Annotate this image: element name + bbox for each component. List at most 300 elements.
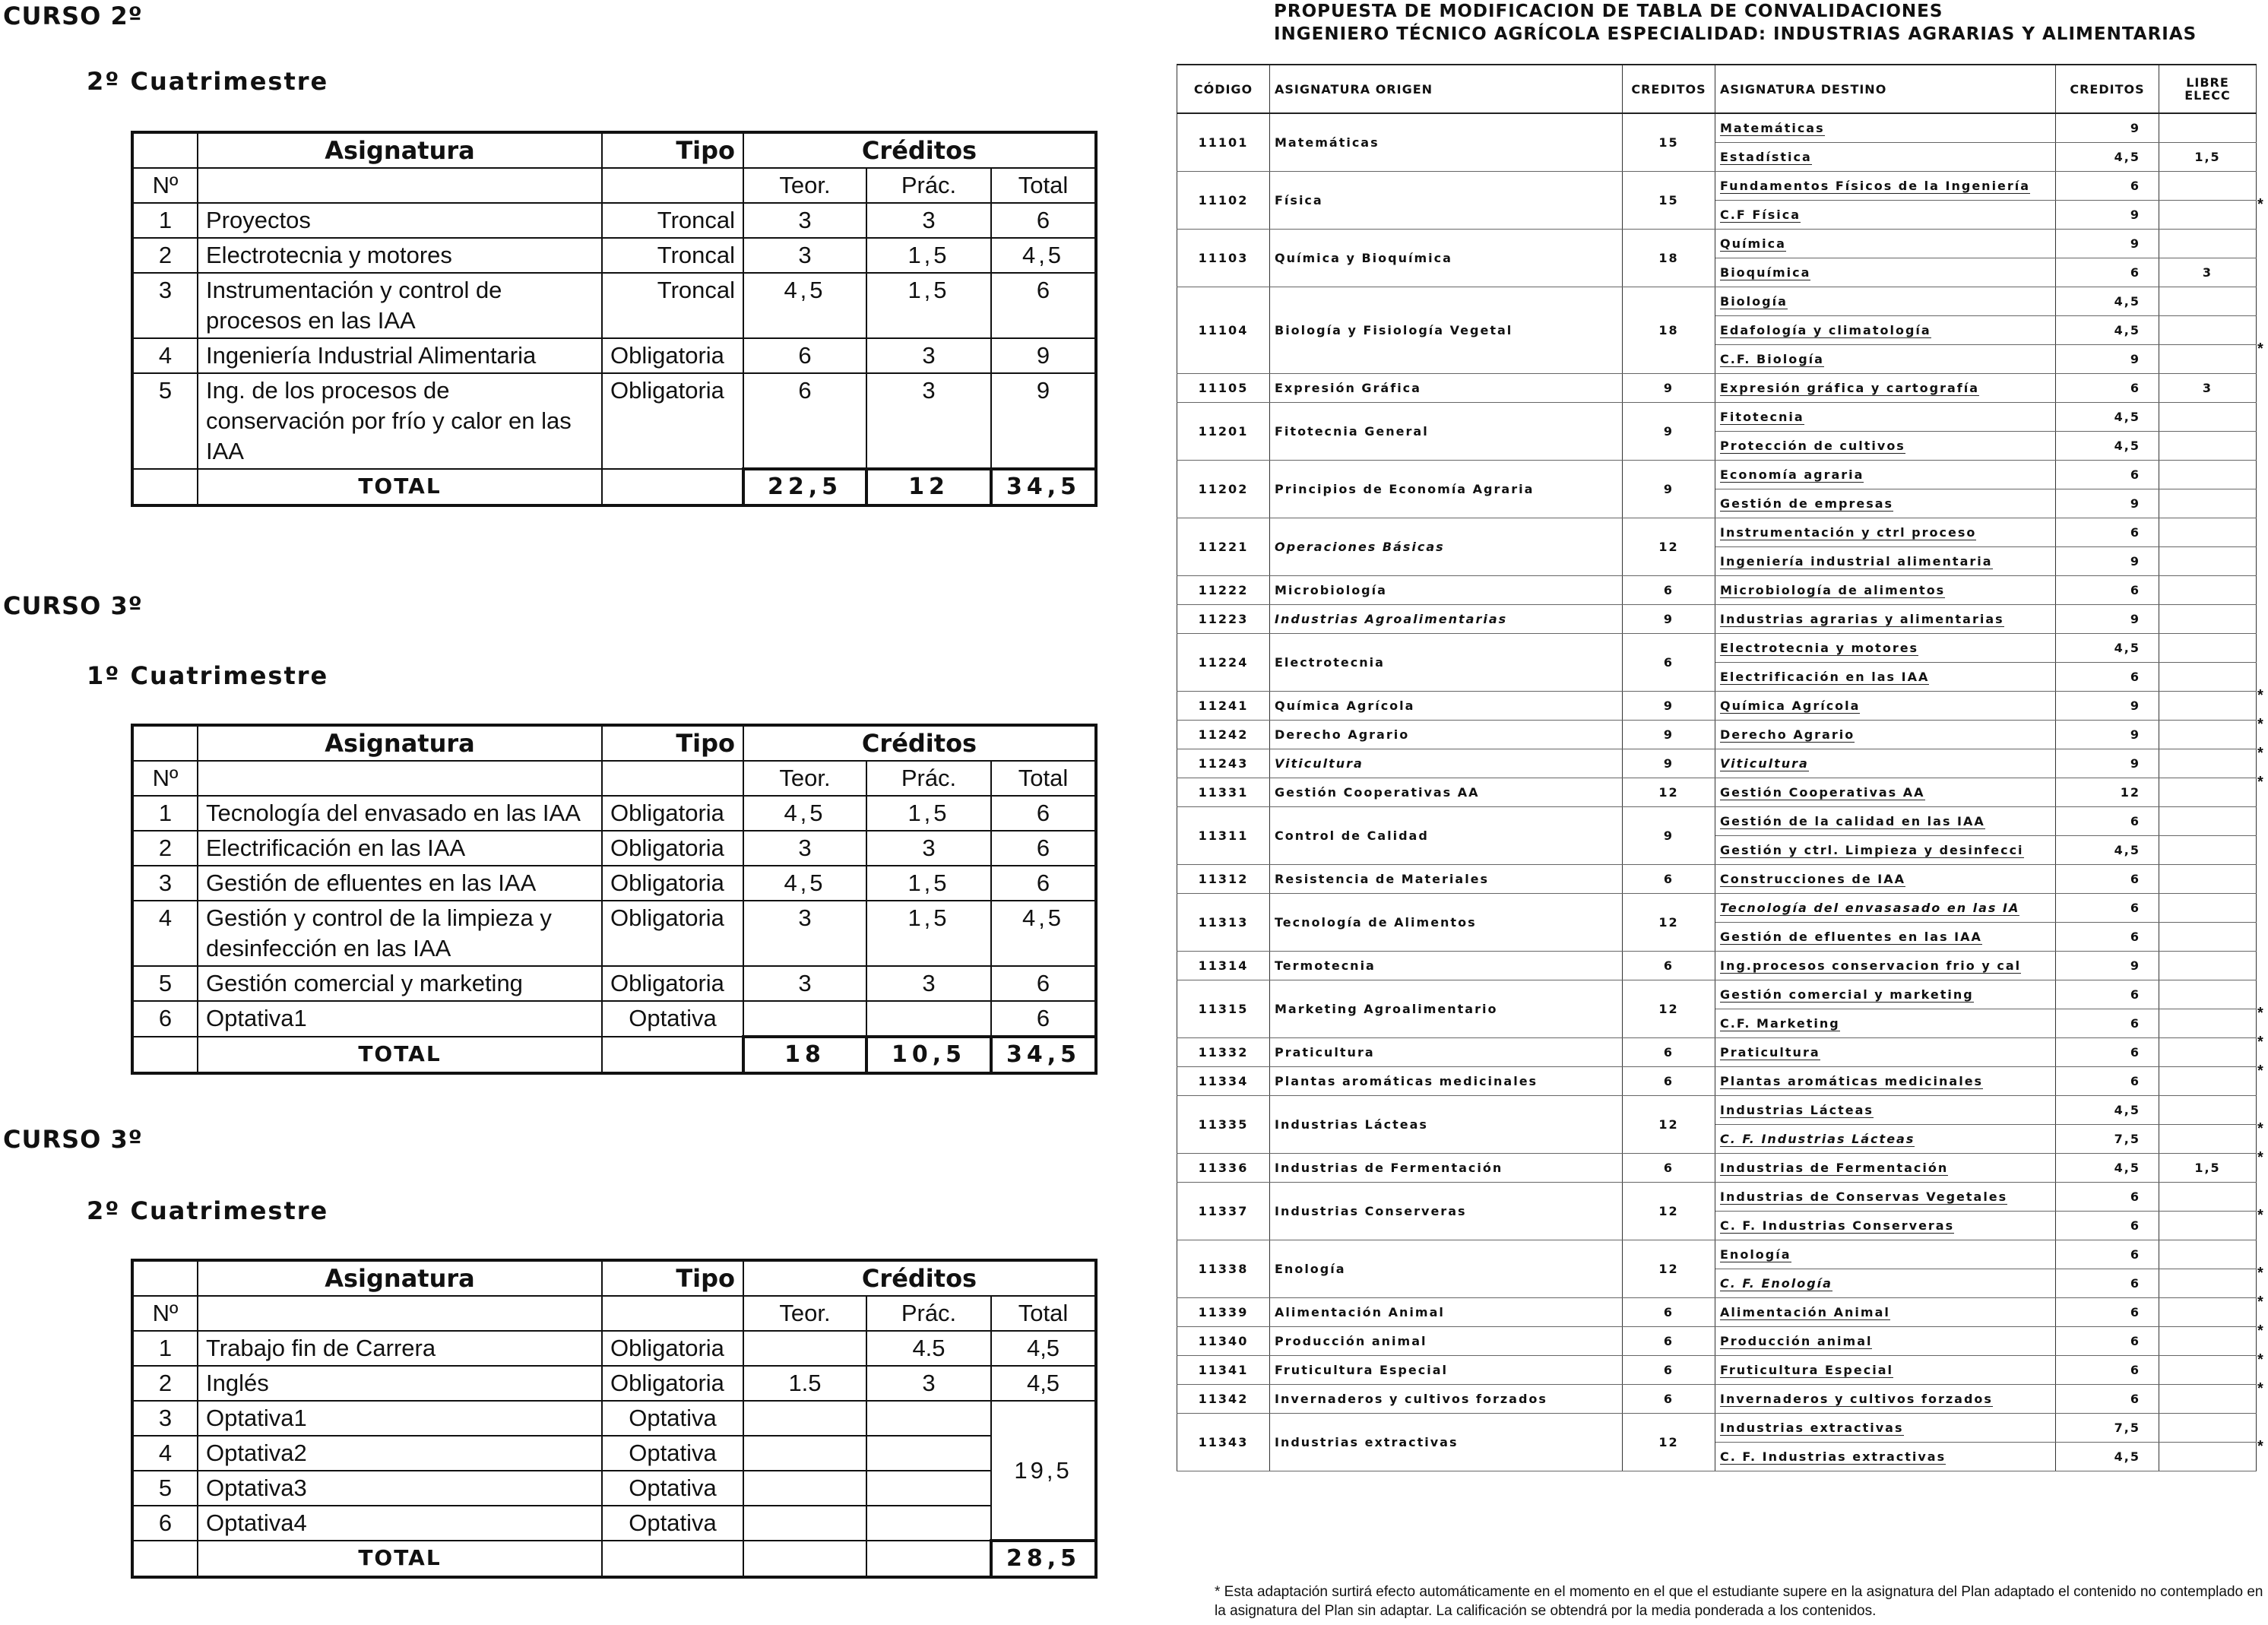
- creditos-destino-cell: 9: [2056, 547, 2159, 576]
- libre-eleccion-cell: [2159, 461, 2257, 489]
- creditos-destino-cell: 4,5: [2056, 316, 2159, 345]
- total-row: [132, 469, 1096, 505]
- convalidation-row: [1177, 172, 2257, 201]
- creditos-origen-cell: 12: [1623, 894, 1715, 952]
- convalidation-row: [1177, 1183, 2257, 1212]
- creditos-origen-cell: 6: [1623, 1298, 1715, 1327]
- creditos-destino-cell: 9: [2056, 952, 2159, 980]
- libre-eleccion-cell: [2159, 865, 2257, 894]
- origen-cell: Control de Calidad: [1270, 807, 1623, 865]
- origen-cell: Expresión Gráfica: [1270, 374, 1623, 403]
- header-total: Total: [991, 761, 1096, 796]
- destino-cell: Fitotecnia: [1715, 403, 2056, 432]
- optativas-total: 19,5: [991, 1401, 1096, 1541]
- star-marker: *: [2257, 340, 2263, 357]
- total-prac: 10,5: [866, 1037, 991, 1073]
- destino-cell: Bioquímica: [1715, 258, 2056, 287]
- libre-eleccion-cell: [2159, 1096, 2257, 1125]
- total-label: TOTAL: [198, 1037, 602, 1073]
- creditos-origen-cell: 9: [1623, 692, 1715, 721]
- convalidation-row: [1177, 980, 2257, 1009]
- table-row: 1 Tecnología del envasado en las IAA Obligatoria 4,5 1,5 6: [132, 796, 1096, 831]
- convalidation-table: [1177, 64, 2257, 1471]
- table-row: 3 Gestión de efluentes en las IAA Obligatoria 4,5 1,5 6: [132, 866, 1096, 901]
- creditos-destino-cell: 4,5: [2056, 403, 2159, 432]
- creditos-destino-cell: 6: [2056, 923, 2159, 952]
- convalidation-row: [1177, 113, 2257, 143]
- destino-cell: Alimentación Animal: [1715, 1298, 2056, 1327]
- header-prac: Prác.: [866, 1296, 991, 1331]
- header-teor: Teor.: [743, 761, 866, 796]
- creditos-destino-cell: 7,5: [2056, 1125, 2159, 1154]
- codigo-cell: 11223: [1177, 605, 1270, 634]
- destino-cell: Gestión comercial y marketing: [1715, 980, 2056, 1009]
- convalidation-row: [1177, 576, 2257, 605]
- creditos-destino-cell: 6: [2056, 576, 2159, 605]
- header-prac: Prác.: [866, 761, 991, 796]
- total-prac: 12: [866, 469, 991, 505]
- convalidation-row: [1177, 778, 2257, 807]
- libre-eleccion-cell: [2159, 1385, 2257, 1414]
- destino-cell: Electrotecnia y motores: [1715, 634, 2056, 663]
- libre-eleccion-cell: [2159, 692, 2257, 721]
- libre-eleccion-cell: [2159, 807, 2257, 836]
- origen-cell: Enología: [1270, 1240, 1623, 1298]
- star-marker: *: [2257, 1264, 2263, 1281]
- creditos-destino-cell: 9: [2056, 692, 2159, 721]
- header-creditos-origen: CREDITOS: [1623, 65, 1715, 113]
- table-row: 4 Optativa2 Optativa: [132, 1436, 1096, 1471]
- header-tipo: Tipo: [602, 132, 743, 168]
- creditos-origen-cell: 9: [1623, 374, 1715, 403]
- libre-eleccion-cell: [2159, 663, 2257, 692]
- table-row: 5 Ing. de los procesos de conservación por frío y calor en las IAA Obligatoria 6 3 9: [132, 373, 1096, 469]
- table-row: 4 Gestión y control de la limpieza y desinfección en las IAA Obligatoria 3 1,5 4,5: [132, 901, 1096, 966]
- creditos-origen-cell: 15: [1623, 172, 1715, 230]
- destino-cell: Industrias agrarias y alimentarias: [1715, 605, 2056, 634]
- creditos-origen-cell: 6: [1623, 1038, 1715, 1067]
- convalidation-row: [1177, 287, 2257, 316]
- libre-eleccion-cell: [2159, 634, 2257, 663]
- libre-eleccion-cell: [2159, 201, 2257, 230]
- destino-cell: Economía agraria: [1715, 461, 2056, 489]
- codigo-cell: 11222: [1177, 576, 1270, 605]
- destino-cell: Gestión de empresas: [1715, 489, 2056, 518]
- creditos-origen-cell: 12: [1623, 980, 1715, 1038]
- origen-cell: Microbiología: [1270, 576, 1623, 605]
- convalidation-row: [1177, 865, 2257, 894]
- star-marker: *: [2257, 195, 2263, 213]
- origen-cell: Industrias de Fermentación: [1270, 1154, 1623, 1183]
- codigo-cell: 11337: [1177, 1183, 1270, 1240]
- libre-eleccion-cell: [2159, 287, 2257, 316]
- destino-cell: Gestión de la calidad en las IAA: [1715, 807, 2056, 836]
- libre-eleccion-cell: 1,5: [2159, 1154, 2257, 1183]
- convalidation-row: [1177, 749, 2257, 778]
- destino-cell: Edafología y climatología: [1715, 316, 2056, 345]
- creditos-destino-cell: 4,5: [2056, 836, 2159, 865]
- convalidation-row: [1177, 1096, 2257, 1125]
- creditos-origen-cell: 6: [1623, 865, 1715, 894]
- creditos-destino-cell: 6: [2056, 1212, 2159, 1240]
- libre-eleccion-cell: [2159, 345, 2257, 374]
- libre-eleccion-cell: [2159, 778, 2257, 807]
- origen-cell: Biología y Fisiología Vegetal: [1270, 287, 1623, 374]
- origen-cell: Fitotecnia General: [1270, 403, 1623, 461]
- convalidation-row: [1177, 1038, 2257, 1067]
- codigo-cell: 11101: [1177, 113, 1270, 172]
- libre-eleccion-cell: [2159, 1067, 2257, 1096]
- creditos-destino-cell: 9: [2056, 605, 2159, 634]
- creditos-destino-cell: 9: [2056, 230, 2159, 258]
- creditos-destino-cell: 6: [2056, 172, 2159, 201]
- libre-eleccion-cell: 1,5: [2159, 143, 2257, 172]
- origen-cell: Alimentación Animal: [1270, 1298, 1623, 1327]
- footnote: * Esta adaptación surtirá efecto automáticamente en el momento en el que el estudiante supere en la asignatura del Plan adaptado el contenido no contemplado en la asignatura del Plan sin adaptar. La calificación se obtendrá por la media ponderada a los contenidos.: [1215, 1584, 2263, 1619]
- creditos-destino-cell: 6: [2056, 1269, 2159, 1298]
- codigo-cell: 11102: [1177, 172, 1270, 230]
- creditos-destino-cell: 6: [2056, 894, 2159, 923]
- libre-eleccion-cell: 3: [2159, 374, 2257, 403]
- origen-cell: Invernaderos y cultivos forzados: [1270, 1385, 1623, 1414]
- creditos-origen-cell: 6: [1623, 1067, 1715, 1096]
- codigo-cell: 11311: [1177, 807, 1270, 865]
- header-prac: Prác.: [866, 168, 991, 203]
- libre-eleccion-cell: 3: [2159, 258, 2257, 287]
- codigo-cell: 11241: [1177, 692, 1270, 721]
- codigo-cell: 11201: [1177, 403, 1270, 461]
- convalidation-row: [1177, 1298, 2257, 1327]
- destino-cell: C.F. Marketing: [1715, 1009, 2056, 1038]
- table-row: 1 Trabajo fin de Carrera Obligatoria 4.5 4,5: [132, 1331, 1096, 1366]
- total-total: 28,5: [991, 1541, 1096, 1577]
- codigo-cell: 11342: [1177, 1385, 1270, 1414]
- destino-cell: Matemáticas: [1715, 113, 2056, 143]
- libre-eleccion-cell: [2159, 1356, 2257, 1385]
- destino-cell: Invernaderos y cultivos forzados: [1715, 1385, 2056, 1414]
- document-title: PROPUESTA DE MODIFICACION DE TABLA DE CONVALIDACIONES: [1274, 2, 1943, 21]
- destino-cell: Química Agrícola: [1715, 692, 2056, 721]
- creditos-origen-cell: 6: [1623, 1385, 1715, 1414]
- creditos-destino-cell: 6: [2056, 1356, 2159, 1385]
- libre-eleccion-cell: [2159, 749, 2257, 778]
- total-total: 34,5: [991, 1037, 1096, 1073]
- codigo-cell: 11104: [1177, 287, 1270, 374]
- destino-cell: C.F. Biología: [1715, 345, 2056, 374]
- star-marker: *: [2257, 1351, 2263, 1368]
- creditos-origen-cell: 15: [1623, 113, 1715, 172]
- libre-eleccion-cell: [2159, 1327, 2257, 1356]
- table-row: 6 Optativa1 Optativa 6: [132, 1001, 1096, 1037]
- codigo-cell: 11335: [1177, 1096, 1270, 1154]
- origen-cell: Química y Bioquímica: [1270, 230, 1623, 287]
- creditos-destino-cell: 6: [2056, 865, 2159, 894]
- creditos-origen-cell: 9: [1623, 403, 1715, 461]
- creditos-destino-cell: 6: [2056, 518, 2159, 547]
- origen-cell: Fruticultura Especial: [1270, 1356, 1623, 1385]
- creditos-destino-cell: 6: [2056, 374, 2159, 403]
- origen-cell: Viticultura: [1270, 749, 1623, 778]
- header-libre-eleccion: LIBRE ELECC: [2159, 65, 2257, 113]
- total-row: [132, 1037, 1096, 1073]
- codigo-cell: 11313: [1177, 894, 1270, 952]
- table-row: 4 Ingeniería Industrial Alimentaria Obligatoria 6 3 9: [132, 338, 1096, 373]
- libre-eleccion-cell: [2159, 1038, 2257, 1067]
- codigo-cell: 11312: [1177, 865, 1270, 894]
- codigo-cell: 11105: [1177, 374, 1270, 403]
- header-creditos: Créditos: [743, 725, 1096, 761]
- curso-heading: CURSO 2º: [3, 2, 143, 30]
- destino-cell: Derecho Agrario: [1715, 721, 2056, 749]
- course-table: [131, 131, 1098, 507]
- header-teor: Teor.: [743, 1296, 866, 1331]
- creditos-origen-cell: 12: [1623, 518, 1715, 576]
- libre-eleccion-cell: [2159, 489, 2257, 518]
- destino-cell: Ingeniería industrial alimentaria: [1715, 547, 2056, 576]
- header-tipo: Tipo: [602, 725, 743, 761]
- creditos-destino-cell: 9: [2056, 749, 2159, 778]
- creditos-destino-cell: 6: [2056, 1298, 2159, 1327]
- table-row: 3 Instrumentación y control de procesos en las IAA Troncal 4,5 1,5 6: [132, 273, 1096, 338]
- header-total: Total: [991, 168, 1096, 203]
- origen-cell: Marketing Agroalimentario: [1270, 980, 1623, 1038]
- creditos-destino-cell: 12: [2056, 778, 2159, 807]
- libre-eleccion-cell: [2159, 432, 2257, 461]
- destino-cell: Industrias Lácteas: [1715, 1096, 2056, 1125]
- libre-eleccion-cell: [2159, 403, 2257, 432]
- creditos-origen-cell: 6: [1623, 952, 1715, 980]
- destino-cell: C. F. Industrias Lácteas: [1715, 1125, 2056, 1154]
- total-label: TOTAL: [198, 469, 602, 505]
- codigo-cell: 11243: [1177, 749, 1270, 778]
- convalidation-row: [1177, 605, 2257, 634]
- convalidation-row: [1177, 461, 2257, 489]
- creditos-origen-cell: 6: [1623, 1327, 1715, 1356]
- creditos-origen-cell: 12: [1623, 1240, 1715, 1298]
- destino-cell: Química: [1715, 230, 2056, 258]
- creditos-origen-cell: 9: [1623, 605, 1715, 634]
- header-creditos-destino: CREDITOS: [2056, 65, 2159, 113]
- origen-cell: Industrias Agroalimentarias: [1270, 605, 1623, 634]
- destino-cell: Gestión y ctrl. Limpieza y desinfecci: [1715, 836, 2056, 865]
- libre-eleccion-cell: [2159, 1269, 2257, 1298]
- creditos-destino-cell: 9: [2056, 113, 2159, 143]
- table-row: 5 Gestión comercial y marketing Obligatoria 3 3 6: [132, 966, 1096, 1001]
- convalidation-row: [1177, 1414, 2257, 1443]
- creditos-origen-cell: 6: [1623, 634, 1715, 692]
- header-num: Nº: [132, 168, 198, 203]
- creditos-origen-cell: 12: [1623, 1096, 1715, 1154]
- creditos-destino-cell: 6: [2056, 1327, 2159, 1356]
- creditos-destino-cell: 9: [2056, 489, 2159, 518]
- convalidation-row: [1177, 1154, 2257, 1183]
- libre-eleccion-cell: [2159, 1240, 2257, 1269]
- convalidation-row: [1177, 692, 2257, 721]
- convalidation-row: [1177, 1356, 2257, 1385]
- document-subtitle: INGENIERO TÉCNICO AGRÍCOLA ESPECIALIDAD: INDUSTRIAS AGRARIAS Y ALIMENTARIAS: [1274, 24, 2197, 44]
- creditos-origen-cell: 9: [1623, 807, 1715, 865]
- creditos-destino-cell: 7,5: [2056, 1414, 2159, 1443]
- creditos-origen-cell: 9: [1623, 749, 1715, 778]
- codigo-cell: 11340: [1177, 1327, 1270, 1356]
- creditos-origen-cell: 12: [1623, 778, 1715, 807]
- star-marker: *: [2257, 1437, 2263, 1455]
- libre-eleccion-cell: [2159, 576, 2257, 605]
- convalidation-row: [1177, 807, 2257, 836]
- curso-heading: CURSO 3º: [3, 591, 143, 620]
- origen-cell: Física: [1270, 172, 1623, 230]
- course-table: [131, 1259, 1098, 1579]
- libre-eleccion-cell: [2159, 923, 2257, 952]
- convalidation-row: [1177, 403, 2257, 432]
- codigo-cell: 11334: [1177, 1067, 1270, 1096]
- codigo-cell: 11242: [1177, 721, 1270, 749]
- creditos-destino-cell: 4,5: [2056, 1096, 2159, 1125]
- origen-cell: Plantas aromáticas medicinales: [1270, 1067, 1623, 1096]
- creditos-origen-cell: 6: [1623, 1356, 1715, 1385]
- libre-eleccion-cell: [2159, 1009, 2257, 1038]
- creditos-destino-cell: 6: [2056, 807, 2159, 836]
- origen-cell: Operaciones Básicas: [1270, 518, 1623, 576]
- creditos-destino-cell: 6: [2056, 1240, 2159, 1269]
- header-tipo: Tipo: [602, 1260, 743, 1296]
- libre-eleccion-cell: [2159, 1212, 2257, 1240]
- convalidation-row: [1177, 1327, 2257, 1356]
- creditos-destino-cell: 6: [2056, 1009, 2159, 1038]
- codigo-cell: 11202: [1177, 461, 1270, 518]
- header-asignatura: Asignatura: [198, 725, 602, 761]
- convalidation-row: [1177, 1067, 2257, 1096]
- star-marker: *: [2257, 1004, 2263, 1022]
- table-row: 2 Electrotecnia y motores Troncal 3 1,5 4,5: [132, 238, 1096, 273]
- codigo-cell: 11336: [1177, 1154, 1270, 1183]
- destino-cell: Electrificación en las IAA: [1715, 663, 2056, 692]
- destino-cell: Ing.procesos conservacion frio y cal: [1715, 952, 2056, 980]
- libre-eleccion-cell: [2159, 230, 2257, 258]
- table-row: 6 Optativa4 Optativa: [132, 1506, 1096, 1541]
- convalidation-row: [1177, 1240, 2257, 1269]
- codigo-cell: 11103: [1177, 230, 1270, 287]
- creditos-origen-cell: 9: [1623, 721, 1715, 749]
- cuatrimestre-heading: 2º Cuatrimestre: [87, 67, 329, 96]
- star-marker: *: [2257, 686, 2263, 704]
- libre-eleccion-cell: [2159, 1414, 2257, 1443]
- libre-eleccion-cell: [2159, 518, 2257, 547]
- header-num: Nº: [132, 1296, 198, 1331]
- destino-cell: Fruticultura Especial: [1715, 1356, 2056, 1385]
- creditos-destino-cell: 4,5: [2056, 1154, 2159, 1183]
- destino-cell: Industrias extractivas: [1715, 1414, 2056, 1443]
- table-row: 5 Optativa3 Optativa: [132, 1471, 1096, 1506]
- cuatrimestre-heading: 1º Cuatrimestre: [87, 661, 329, 690]
- header-num: Nº: [132, 761, 198, 796]
- header-total: Total: [991, 1296, 1096, 1331]
- creditos-destino-cell: 6: [2056, 1385, 2159, 1414]
- destino-cell: Gestión Cooperativas AA: [1715, 778, 2056, 807]
- creditos-destino-cell: 9: [2056, 201, 2159, 230]
- destino-cell: Plantas aromáticas medicinales: [1715, 1067, 2056, 1096]
- star-marker: *: [2257, 1206, 2263, 1224]
- origen-cell: Producción animal: [1270, 1327, 1623, 1356]
- header-creditos: Créditos: [743, 1260, 1096, 1296]
- convalidation-row: [1177, 721, 2257, 749]
- star-marker: *: [2257, 1148, 2263, 1166]
- codigo-cell: 11343: [1177, 1414, 1270, 1471]
- total-label: TOTAL: [198, 1541, 602, 1577]
- codigo-cell: 11221: [1177, 518, 1270, 576]
- destino-cell: Gestión de efluentes en las IAA: [1715, 923, 2056, 952]
- libre-eleccion-cell: [2159, 721, 2257, 749]
- origen-cell: Química Agrícola: [1270, 692, 1623, 721]
- destino-cell: Enología: [1715, 1240, 2056, 1269]
- origen-cell: Industrias extractivas: [1270, 1414, 1623, 1471]
- creditos-destino-cell: 6: [2056, 1067, 2159, 1096]
- destino-cell: Expresión gráfica y cartografía: [1715, 374, 2056, 403]
- course-table: [131, 724, 1098, 1075]
- creditos-destino-cell: 6: [2056, 258, 2159, 287]
- libre-eleccion-cell: [2159, 1125, 2257, 1154]
- destino-cell: C. F. Industrias Conserveras: [1715, 1212, 2056, 1240]
- creditos-origen-cell: 6: [1623, 1154, 1715, 1183]
- libre-eleccion-cell: [2159, 1298, 2257, 1327]
- codigo-cell: 11339: [1177, 1298, 1270, 1327]
- convalidation-row: [1177, 374, 2257, 403]
- creditos-destino-cell: 6: [2056, 980, 2159, 1009]
- destino-cell: C. F. Enología: [1715, 1269, 2056, 1298]
- creditos-origen-cell: 18: [1623, 287, 1715, 374]
- libre-eleccion-cell: [2159, 1183, 2257, 1212]
- creditos-destino-cell: 6: [2056, 663, 2159, 692]
- origen-cell: Praticultura: [1270, 1038, 1623, 1067]
- origen-cell: Industrias Lácteas: [1270, 1096, 1623, 1154]
- destino-cell: Biología: [1715, 287, 2056, 316]
- libre-eleccion-cell: [2159, 113, 2257, 143]
- table-row: 3 Optativa1 Optativa 19,5: [132, 1401, 1096, 1436]
- codigo-cell: 11331: [1177, 778, 1270, 807]
- total-row: [132, 1541, 1096, 1577]
- convalidation-row: [1177, 634, 2257, 663]
- destino-cell: Industrias de Fermentación: [1715, 1154, 2056, 1183]
- libre-eleccion-cell: [2159, 1443, 2257, 1471]
- creditos-origen-cell: 18: [1623, 230, 1715, 287]
- destino-cell: Construcciones de IAA: [1715, 865, 2056, 894]
- libre-eleccion-cell: [2159, 172, 2257, 201]
- origen-cell: Gestión Cooperativas AA: [1270, 778, 1623, 807]
- convalidation-row: [1177, 1385, 2257, 1414]
- destino-cell: Microbiología de alimentos: [1715, 576, 2056, 605]
- destino-cell: Protección de cultivos: [1715, 432, 2056, 461]
- origen-cell: Derecho Agrario: [1270, 721, 1623, 749]
- destino-cell: Instrumentación y ctrl proceso: [1715, 518, 2056, 547]
- destino-cell: Producción animal: [1715, 1327, 2056, 1356]
- creditos-origen-cell: 12: [1623, 1414, 1715, 1471]
- creditos-origen-cell: 9: [1623, 461, 1715, 518]
- header-asignatura: Asignatura: [198, 132, 602, 168]
- total-teor: 18: [743, 1037, 866, 1073]
- star-marker: *: [2257, 1120, 2263, 1137]
- origen-cell: Electrotecnia: [1270, 634, 1623, 692]
- libre-eleccion-cell: [2159, 316, 2257, 345]
- convalidation-row: [1177, 952, 2257, 980]
- libre-eleccion-cell: [2159, 952, 2257, 980]
- destino-cell: Industrias de Conservas Vegetales: [1715, 1183, 2056, 1212]
- libre-eleccion-cell: [2159, 980, 2257, 1009]
- header-origen: ASIGNATURA ORIGEN: [1270, 65, 1623, 113]
- libre-eleccion-cell: [2159, 836, 2257, 865]
- destino-cell: Estadística: [1715, 143, 2056, 172]
- libre-eleccion-cell: [2159, 894, 2257, 923]
- total-teor: 22,5: [743, 469, 866, 505]
